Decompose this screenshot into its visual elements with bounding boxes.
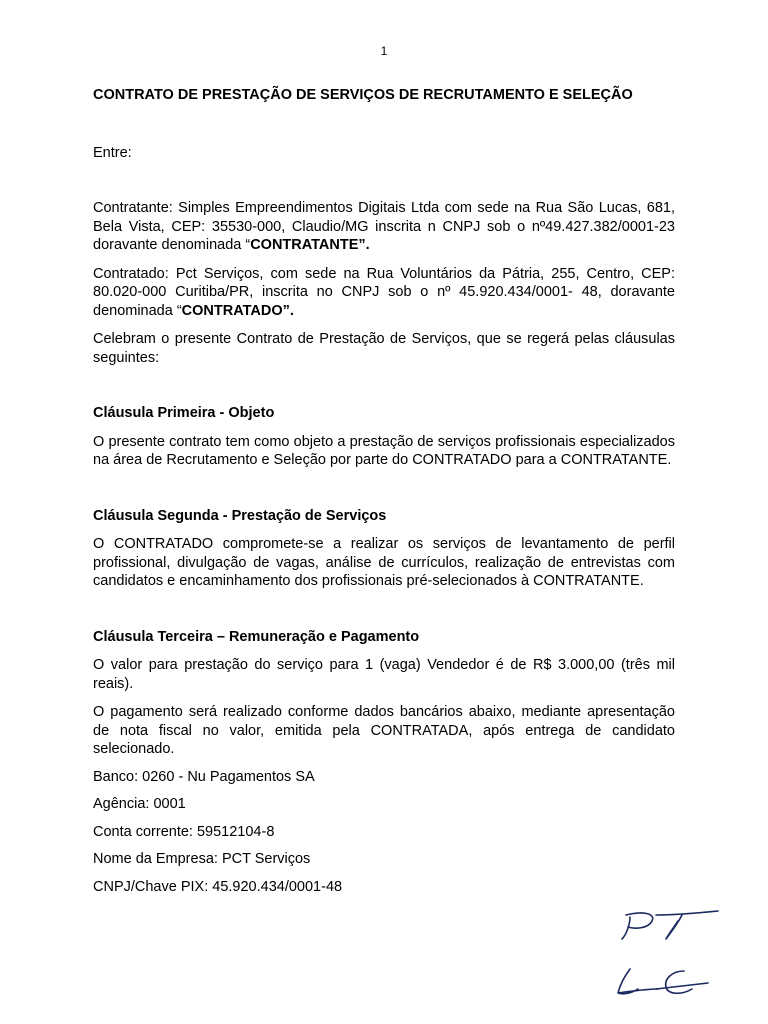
contract-title: CONTRATO DE PRESTAÇÃO DE SERVIÇOS DE RECRUTAMENTO E SELEÇÃO xyxy=(93,87,633,103)
contratado-term: CONTRATADO”. xyxy=(181,302,294,319)
bank-account: Conta corrente: 59512104-8 xyxy=(93,823,275,840)
clause-2-body: O CONTRATADO compromete-se a realizar os serviços de levantamento de perfil profissional, divulgação de vagas, análise de currículos, realização de entrevistas com candidatos e encaminhamento dos profissionais pré-selecionados à CONTRATANTE. xyxy=(93,536,675,589)
bank-agency: Agência: 0001 xyxy=(93,796,186,812)
page-number: 1 xyxy=(380,44,388,58)
initial-t xyxy=(656,911,718,939)
clause-3-title: Cláusula Terceira – Remuneração e Pagamento xyxy=(93,628,420,645)
initials-strokes xyxy=(618,911,718,994)
initial-c xyxy=(656,971,708,993)
bank-name: Banco: 0260 - Nu Pagamentos SA xyxy=(93,768,315,785)
initial-p xyxy=(622,913,653,939)
clause-1-title: Cláusula Primeira - Objeto xyxy=(93,405,275,421)
bank-pix-key: CNPJ/Chave PIX: 45.920.434/0001-48 xyxy=(93,878,343,895)
clause-2-title: Cláusula Segunda - Prestação de Serviços xyxy=(93,507,387,524)
entre-label: Entre: xyxy=(93,144,132,161)
handwritten-initials xyxy=(612,905,722,1005)
clause-3-body-payment: O pagamento será realizado conforme dados bancários abaixo, mediante apresentação de nota fiscal no valor, emitida pela CONTRATADA, após entrega de candidato selecionado. xyxy=(93,704,675,757)
initial-l xyxy=(618,969,658,994)
contract-body xyxy=(93,86,675,896)
clause-3-body-value: O valor para prestação do serviço para 1 (vaga) Vendedor é de R$ 3.000,00 (três mil reais). xyxy=(93,657,675,692)
contratante-term: CONTRATANTE”. xyxy=(250,237,370,253)
contratado-paragraph xyxy=(93,265,675,321)
contratante-paragraph xyxy=(93,199,675,255)
clause-1-body: O presente contrato tem como objeto a prestação de serviços profissionais especializados na área de Recrutamento e Seleção por parte do CONTRATADO para a CONTRATANTE. xyxy=(93,433,675,468)
contratante-text: Contratante: Simples Empreendimentos Digitais Ltda com sede na Rua São Lucas, 681, Bela Vista, CEP: 35530-000, Claudio/MG inscrita n CNPJ sob o nº49.427.382/0001-23 doravante denominada “ xyxy=(93,200,675,253)
celebram-paragraph: Celebram o presente Contrato de Prestação de Serviços, que se regerá pelas cláusulas seguintes: xyxy=(93,331,675,366)
contratado-text: Contratado: Pct Serviços, com sede na Rua Voluntários da Pátria, 255, Centro, CEP: 80.020-000 Curitiba/PR, inscrita no CNPJ sob o nº 45.920.434/0001- 48, doravante denominada “ xyxy=(93,265,675,319)
bank-company-name: Nome da Empresa: PCT Serviços xyxy=(93,851,311,867)
